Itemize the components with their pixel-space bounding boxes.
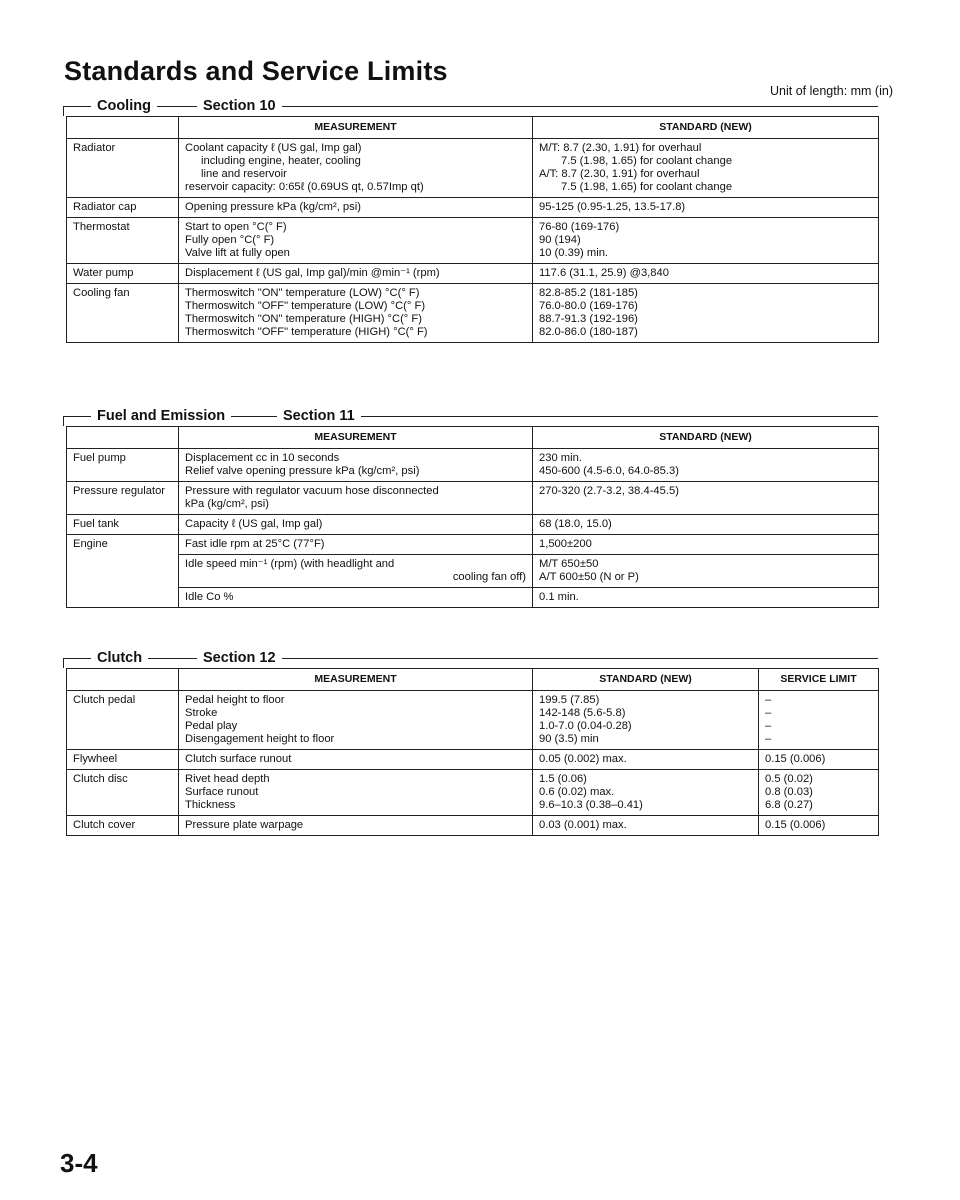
standard-cell: [533, 816, 759, 836]
standard-cell: [533, 555, 879, 588]
component-cell: Radiator: [67, 139, 179, 198]
measurement-cell: [179, 816, 533, 836]
measurement-line: Thermoswitch "OFF" temperature (HIGH) °C(° F): [185, 326, 428, 338]
cooling-heading: Cooling: [91, 96, 157, 116]
table-row: [67, 284, 879, 343]
clutch-section-header: [63, 648, 878, 668]
standard-cell: [533, 750, 759, 770]
standard-cell: [533, 770, 759, 816]
standard-line: 90 (194): [539, 234, 581, 246]
fuel-section-number: Section 11: [277, 406, 361, 426]
standard-cell: [533, 264, 879, 284]
measurement-line: Relief valve opening pressure kPa (kg/cm², psi): [185, 465, 420, 477]
clutch-section: [66, 648, 878, 836]
cooling-header-row: [67, 117, 879, 139]
measurement-line: Surface runout: [185, 786, 259, 798]
table-row: [67, 198, 879, 218]
standard-line: 230 min.: [539, 452, 582, 464]
measurement-line: kPa (kg/cm², psi): [185, 498, 269, 510]
fuel-header-row: [67, 427, 879, 449]
limit-line: –: [765, 720, 772, 732]
measurement-line: Opening pressure kPa (kg/cm², psi): [185, 201, 361, 213]
standard-line: 0.05 (0.002) max.: [539, 753, 627, 765]
measurement-cell: [179, 264, 533, 284]
standard-line: 68 (18.0, 15.0): [539, 518, 612, 530]
limit-line: –: [765, 733, 772, 745]
component-cell: Clutch cover: [67, 816, 179, 836]
measurement-line: Thickness: [185, 799, 236, 811]
measurement-cell: [179, 218, 533, 264]
table-row: [67, 218, 879, 264]
standard-cell: [533, 535, 879, 555]
standard-line: A/T 600±50 (N or P): [539, 571, 639, 583]
table-row: [67, 770, 879, 816]
standard-line: 9.6–10.3 (0.38–0.41): [539, 799, 643, 811]
clutch-table: [66, 668, 879, 836]
limit-line: 6.8 (0.27): [765, 799, 813, 811]
component-cell: Radiator cap: [67, 198, 179, 218]
measurement-line: Idle Co %: [185, 591, 234, 603]
limit-line: 0.8 (0.03): [765, 786, 813, 798]
standard-cell: [533, 139, 879, 198]
standard-line: 10 (0.39) min.: [539, 247, 609, 259]
standard-line: A/T: 8.7 (2.30, 1.91) for overhaul: [539, 168, 700, 180]
clutch-header-row: [67, 669, 879, 691]
fuel-component-header: [67, 427, 179, 449]
standard-cell: [533, 198, 879, 218]
standard-line: 95-125 (0.95-1.25, 13.5-17.8): [539, 201, 686, 213]
fuel-section-header: [63, 406, 878, 426]
table-row: [67, 264, 879, 284]
measurement-line: Thermoswitch "ON" temperature (LOW) °C(° F): [185, 287, 420, 299]
table-row: [67, 691, 879, 750]
standard-line: 82.8-85.2 (181-185): [539, 287, 638, 299]
measurement-line: Coolant capacity ℓ (US gal, Imp gal): [185, 142, 362, 154]
standard-cell: [533, 691, 759, 750]
limit-line: 0.15 (0.006): [765, 753, 826, 765]
standard-line: M/T 650±50: [539, 558, 599, 570]
page-number: 3-4: [60, 1148, 98, 1178]
standard-line: 76-80 (169-176): [539, 221, 620, 233]
standard-line: 76.0-80.0 (169-176): [539, 300, 638, 312]
measurement-cell: [179, 691, 533, 750]
component-cell: Pressure regulator: [67, 482, 179, 515]
cooling-component-header: [67, 117, 179, 139]
measurement-line: Clutch surface runout: [185, 753, 292, 765]
measurement-line: Start to open °C(° F): [185, 221, 287, 233]
standard-line: 88.7-91.3 (192-196): [539, 313, 638, 325]
clutch-component-header: [67, 669, 179, 691]
component-cell: Flywheel: [67, 750, 179, 770]
cooling-section-number: Section 10: [197, 96, 282, 116]
standard-line: 450-600 (4.5-6.0, 64.0-85.3): [539, 465, 679, 477]
table-row: [67, 816, 879, 836]
table-row: [67, 535, 879, 555]
measurement-line: Valve lift at fully open: [185, 247, 290, 259]
fuel-table: [66, 426, 879, 608]
standard-line: 142-148 (5.6-5.8): [539, 707, 626, 719]
table-row: [67, 750, 879, 770]
fuel-section: [66, 406, 878, 608]
table-row: [67, 139, 879, 198]
measurement-line: Displacement ℓ (US gal, Imp gal)/min @min⁻¹ (rpm): [185, 267, 440, 279]
measurement-cell: [179, 449, 533, 482]
measurement-cell: [179, 515, 533, 535]
measurement-cell: [179, 284, 533, 343]
limit-line: 0.15 (0.006): [765, 819, 826, 831]
cooling-standard-header: STANDARD (NEW): [533, 117, 879, 139]
measurement-line: Disengagement height to floor: [185, 733, 335, 745]
standard-line: 7.5 (1.98, 1.65) for coolant change: [561, 155, 733, 167]
measurement-line: including engine, heater, cooling: [201, 155, 361, 167]
measurement-cell: [179, 555, 533, 588]
clutch-limit-header: SERVICE LIMIT: [759, 669, 879, 691]
measurement-line: Thermoswitch "ON" temperature (HIGH) °C(° F): [185, 313, 422, 325]
cooling-section: [66, 96, 878, 343]
limit-line: –: [765, 694, 772, 706]
measurement-line: Thermoswitch "OFF" temperature (LOW) °C(° F): [185, 300, 426, 312]
component-cell: Water pump: [67, 264, 179, 284]
measurement-cell: [179, 535, 533, 555]
measurement-line: Pressure with regulator vacuum hose disconnected: [185, 485, 439, 497]
fuel-measurement-header: MEASUREMENT: [179, 427, 533, 449]
standard-cell: [533, 588, 879, 608]
cooling-section-header: [63, 96, 878, 116]
component-cell: Engine: [67, 535, 179, 608]
limit-cell: [759, 691, 879, 750]
standard-cell: [533, 284, 879, 343]
standard-cell: [533, 482, 879, 515]
table-row: [67, 482, 879, 515]
standard-cell: [533, 515, 879, 535]
component-cell: Cooling fan: [67, 284, 179, 343]
unit-note: Unit of length: mm (in): [770, 84, 893, 98]
standard-cell: [533, 218, 879, 264]
measurement-line: Displacement cc in 10 seconds: [185, 452, 340, 464]
component-cell: Clutch pedal: [67, 691, 179, 750]
clutch-standard-header: STANDARD (NEW): [533, 669, 759, 691]
standard-cell: [533, 449, 879, 482]
clutch-measurement-header: MEASUREMENT: [179, 669, 533, 691]
standard-line: 0.6 (0.02) max.: [539, 786, 615, 798]
cooling-measurement-header: MEASUREMENT: [179, 117, 533, 139]
measurement-line: reservoir capacity: 0:65ℓ (0.69US qt, 0.57Imp qt): [185, 181, 424, 193]
limit-line: 0.5 (0.02): [765, 773, 813, 785]
table-row: [67, 555, 879, 588]
component-cell: Thermostat: [67, 218, 179, 264]
limit-cell: [759, 750, 879, 770]
measurement-line: Pedal height to floor: [185, 694, 285, 706]
measurement-line: Rivet head depth: [185, 773, 270, 785]
standard-line: 1.0-7.0 (0.04-0.28): [539, 720, 632, 732]
page-title: Standards and Service Limits: [64, 56, 448, 86]
measurement-cell: [179, 198, 533, 218]
measurement-line: Stroke: [185, 707, 218, 719]
measurement-line: line and reservoir: [201, 168, 287, 180]
measurement-line: cooling fan off): [452, 571, 526, 583]
component-cell: Fuel pump: [67, 449, 179, 482]
standard-line: 0.1 min.: [539, 591, 579, 603]
measurement-line: Fast idle rpm at 25°C (77°F): [185, 538, 325, 550]
standard-line: 117.6 (31.1, 25.9) @3,840: [539, 267, 669, 279]
component-cell: Fuel tank: [67, 515, 179, 535]
table-row: [67, 449, 879, 482]
standard-line: M/T: 8.7 (2.30, 1.91) for overhaul: [539, 142, 702, 154]
limit-line: –: [765, 707, 772, 719]
measurement-line: Pressure plate warpage: [185, 819, 304, 831]
measurement-cell: [179, 588, 533, 608]
standard-line: 199.5 (7.85): [539, 694, 600, 706]
standard-line: 1,500±200: [539, 538, 592, 550]
cooling-table: [66, 116, 879, 343]
measurement-line: Pedal play: [185, 720, 238, 732]
standard-line: 0.03 (0.001) max.: [539, 819, 627, 831]
standard-line: 1.5 (0.06): [539, 773, 587, 785]
component-cell: Clutch disc: [67, 770, 179, 816]
limit-cell: [759, 816, 879, 836]
table-row: [67, 588, 879, 608]
measurement-cell: [179, 770, 533, 816]
clutch-heading: Clutch: [91, 648, 148, 668]
measurement-cell: [179, 482, 533, 515]
measurement-line: Capacity ℓ (US gal, Imp gal): [185, 518, 323, 530]
standard-line: 270-320 (2.7-3.2, 38.4-45.5): [539, 485, 679, 497]
standard-line: 82.0-86.0 (180-187): [539, 326, 638, 338]
limit-cell: [759, 770, 879, 816]
standard-line: 7.5 (1.98, 1.65) for coolant change: [561, 181, 733, 193]
measurement-cell: [179, 139, 533, 198]
measurement-line: Fully open °C(° F): [185, 234, 275, 246]
measurement-cell: [179, 750, 533, 770]
table-row: [67, 515, 879, 535]
clutch-section-number: Section 12: [197, 648, 282, 668]
measurement-line: Idle speed min⁻¹ (rpm) (with headlight and: [185, 558, 395, 570]
fuel-heading: Fuel and Emission: [91, 406, 231, 426]
fuel-standard-header: STANDARD (NEW): [533, 427, 879, 449]
standard-line: 90 (3.5) min: [539, 733, 599, 745]
